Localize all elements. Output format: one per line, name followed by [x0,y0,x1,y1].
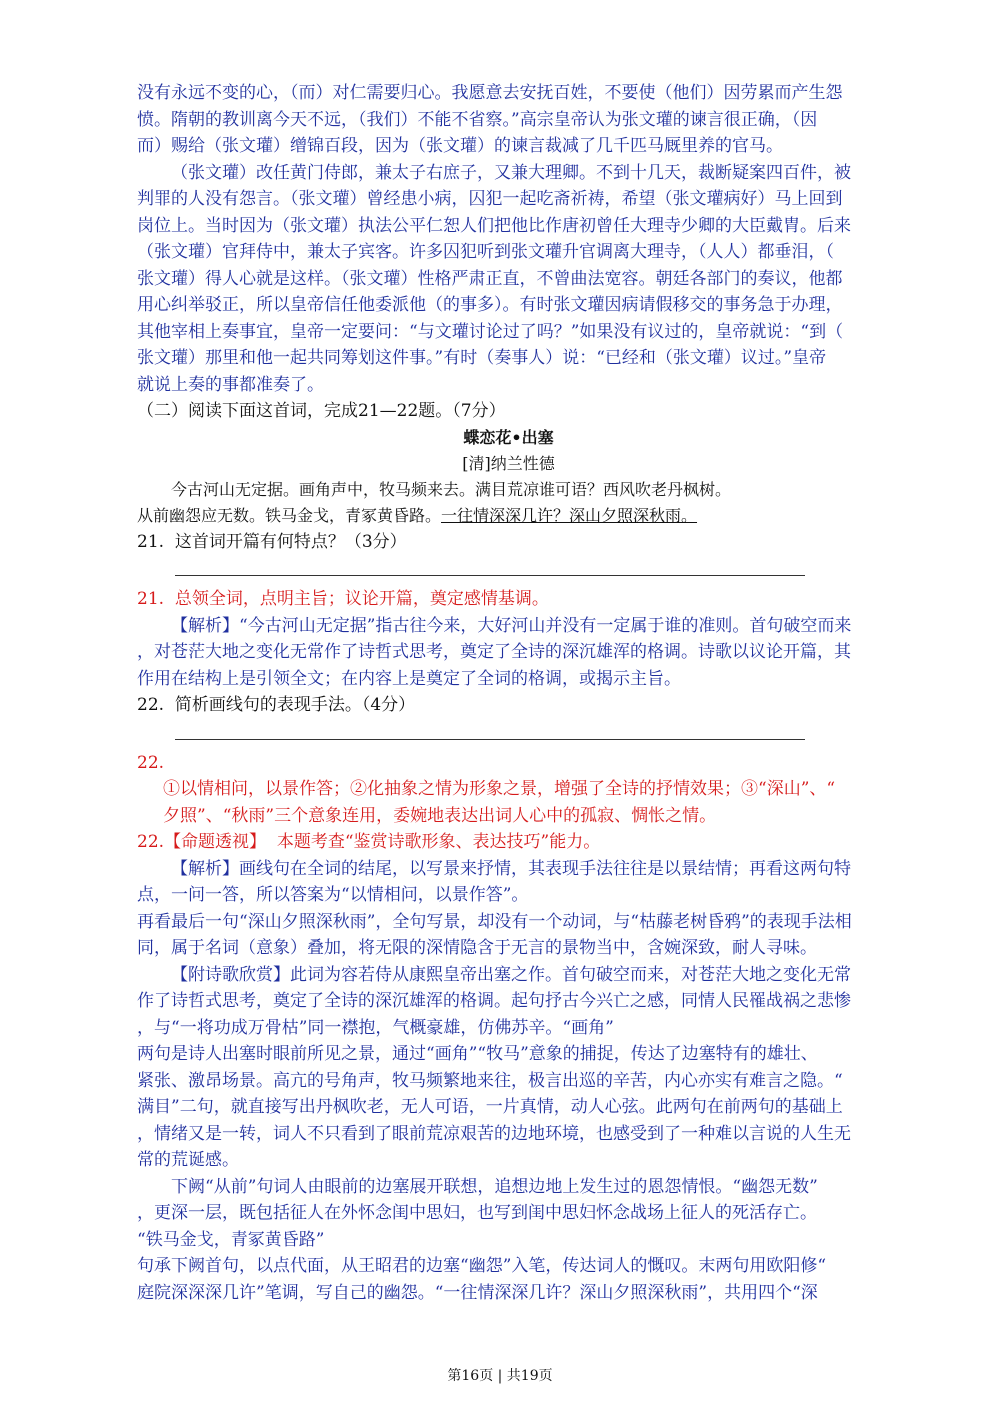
page-footer: 第16页 | 共19页 [447,1368,553,1384]
text-line: 两句是诗人出塞时眼前所见之景，通过“画角”“牧马”意象的捕捉，传达了边塞特有的雄壮、 [137,1044,818,1064]
answer-blank-line [175,719,805,740]
text-line: 用心纠举驳正，所以皇帝信任他委派他（的事多）。有时张文瓘因病请假移交的事务急于办理， [137,295,843,315]
question-22: 22. 简析画线句的表现手法。（4分） [137,695,416,715]
text-line: 岗位上。当时因为（张文瓘）执法公平仁恕人们把他比作唐初曾任大理寺少卿的大臣戴胄。后来 [137,215,851,236]
poem-underlined-lines: 一往情深深几许？深山夕照深秋雨。 [441,505,698,525]
translation-paragraph-2 [137,160,880,399]
text-line: 张文瓘）得人心就是这样。（张文瓘）性格严肃正直，不曾曲法宽容。朝廷各部门的奏议，他都 [137,268,843,289]
text-line: ①以情相问，以景作答；②化抽象之情为形象之景，增强了全诗的抒情效果；③“深山”、“ [163,779,836,799]
answer-blank-line [175,555,805,576]
poem-line-2 [137,503,880,529]
text-line: 判罪的人没有怨言。（张文瓘）曾经患小病，囚犯一起吃斋祈祷，希望（张文瓘病好）马上回到 [137,189,843,209]
poem-line-2-plain: 从前幽怨应无数。铁马金戈，青冢黄昏路。 [137,505,442,525]
poem-title: 蝶恋花•出塞 [463,427,554,447]
answer-22 [137,776,880,829]
text-line: 其他宰相上奏事宜，皇帝一定要问：“与文瓘讨论过了吗？”如果没有议过的，皇帝就说：“到（ [137,321,844,342]
text-line: （张文瓘）改任黄门侍郎，兼太子右庶子，又兼大理卿。不到十几天，裁断疑案四百件，被 [171,162,851,183]
answer-22-number: 22. [137,752,165,773]
text-line: 紧张、激昂场景。高亢的号角声，牧马频繁地来往，极言出巡的辛苦，内心亦实有难言之隐。“ [137,1070,843,1091]
poem-author: [清]纳兰性德 [462,453,555,473]
poem-appreciation-2 [137,1174,880,1307]
poem-line-1: 今古河山无定据。画角声中，牧马频来去。满目荒凉谁可语？西风吹老丹枫树。 [171,479,732,499]
text-line: 【解析】“今古河山无定据”指古往今来，大好河山并没有一定属于谁的准则。首句破空而来 [171,615,852,636]
text-line: 没有永远不变的心，（而）对仁需要归心。我愿意去安抚百姓，不要使（他们）因劳累而产生怨 [137,83,843,103]
text-line: ，更深一层，既包括征人在外怀念闺中思妇，也写到闺中思妇怀念战场上征人的死活存亡。 [137,1203,817,1223]
section-heading: （二）阅读下面这首词，完成21—22题。（7分） [137,401,506,421]
analysis-22 [137,856,880,962]
translation-paragraph-1 [137,80,880,160]
answer-21: 21. 总领全词，点明主旨；议论开篇，奠定感情基调。 [137,589,549,609]
text-line: ，对苍茫大地之变化无常作了诗哲式思考，奠定了全诗的深沉雄浑的格调。诗歌以议论开篇，其 [137,642,851,662]
text-line: 句承下阙首句，以点代面，从王昭君的边塞“幽怨”入笔，传达词人的慨叹。末两句用欧阳修“ [137,1256,827,1276]
text-line: 愤。隋朝的教训离今天不远，（我们）不能不省察。”高宗皇帝认为张文瓘的谏言很正确，（因 [137,109,818,130]
perspective-22: 22.【命题透视】 本题考查“鉴赏诗歌形象、表达技巧”能力。 [137,832,601,852]
text-line: （张文瓘）官拜侍中，兼太子宾客。许多囚犯听到张文瓘升官调离大理寺，（人人）都垂泪，（ [137,242,834,262]
text-line: 张文瓘）那里和他一起共同筹划这件事。”有时（奏事人）说：“已经和（张文瓘）议过。”皇帝 [137,348,827,368]
analysis-21 [137,613,880,693]
text-line: 就说上奏的事都准奏了。 [137,374,324,395]
text-line: 【解析】画线句在全词的结尾，以写景来抒情，其表现手法往往是以景结情；再看这两句特 [171,858,851,879]
text-line: 而）赐给（张文瓘）缯锦百段，因为（张文瓘）的谏言裁减了几千匹马厩里养的官马。 [137,136,783,156]
text-line: 作用在结构上是引领全文；在内容上是奠定了全词的格调，或揭示主旨。 [137,668,681,689]
question-21: 21. 这首词开篇有何特点？（3分） [137,531,407,552]
text-line: 常的荒诞感。 [137,1150,239,1170]
text-line: 满目”二句，就直接写出丹枫吹老，无人可语，一片真情，动人心弦。此两句在前两句的基础上 [137,1097,843,1117]
text-line: 庭院深深深几许”笔调，写自己的幽怨。“一往情深深几许？深山夕照深秋雨”，共用四个“深 [137,1282,818,1303]
text-line: 再看最后一句“深山夕照深秋雨”，全句写景，却没有一个动词，与“枯藤老树昏鸦”的表现手法相 [137,911,852,932]
text-line: 【附诗歌欣赏】此词为容若侍从康熙皇帝出塞之作。首句破空而来，对苍茫大地之变化无常 [171,964,851,985]
text-line: 下阙“从前”句词人由眼前的边塞展开联想，追想边地上发生过的恩怨情恨。“幽怨无数” [171,1176,818,1197]
text-line: 同，属于名词（意象）叠加，将无限的深情隐含于无言的景物当中，含婉深致，耐人寻味。 [137,938,817,958]
text-line: 点，一问一答，所以答案为“以情相问，以景作答”。 [137,885,529,905]
text-line: 作了诗哲式思考，奠定了全诗的深沉雄浑的格调。起句抒古今兴亡之感，同情人民罹战祸之悲惨 [137,991,851,1011]
page-content [137,80,880,1306]
text-line: “铁马金戈，青冢黄昏路” [137,1229,325,1250]
text-line: 夕照”、“秋雨”三个意象连用，委婉地表达出词人心中的孤寂、惆怅之情。 [163,805,717,826]
poem-appreciation [137,962,880,1174]
text-line: ，情绪又是一转，词人不只看到了眼前荒凉艰苦的边地环境，也感受到了一种难以言说的人生无 [137,1123,851,1144]
text-line: ，与“一将功成万骨枯”同一襟抱，气概豪雄，仿佛苏辛。“画角” [137,1017,614,1038]
